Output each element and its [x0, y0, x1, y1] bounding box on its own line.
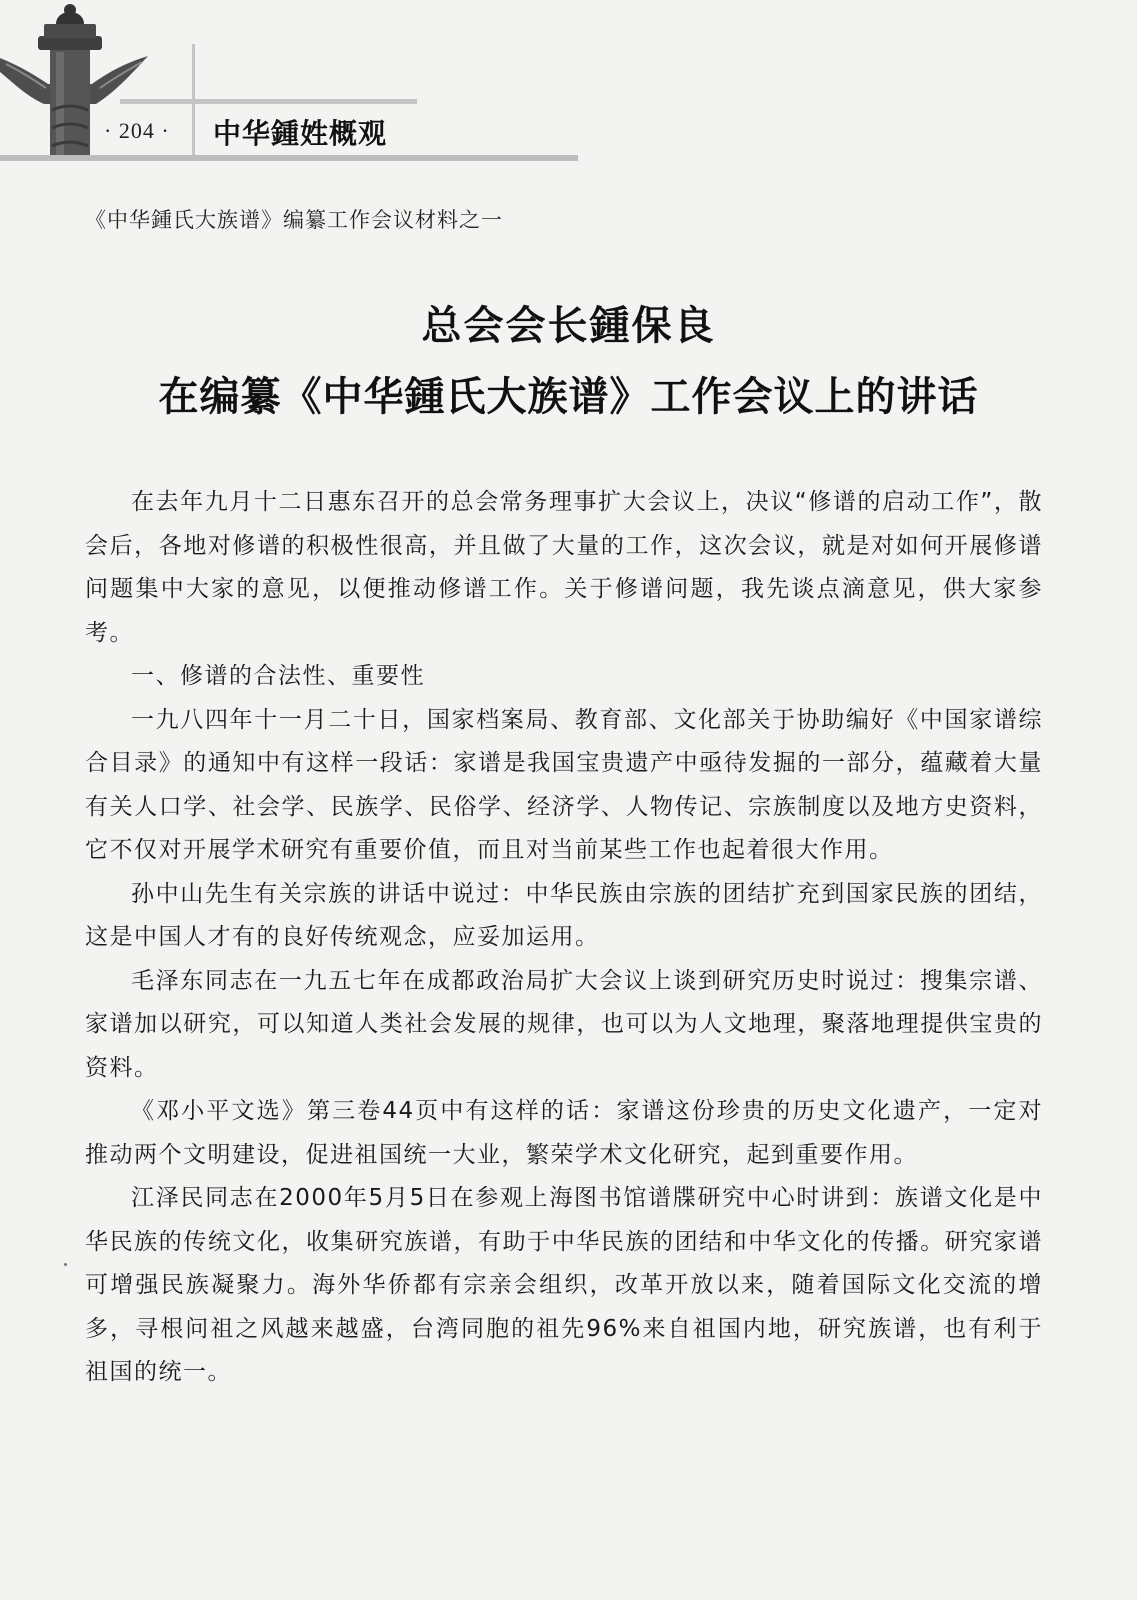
running-title: 中华鍾姓概观 [213, 117, 388, 150]
header-rule-bottom [0, 155, 578, 161]
article-body [85, 481, 1043, 1395]
article-kicker: 《中华鍾氏大族谱》编纂工作会议材料之一 [85, 208, 503, 232]
header-rule-top [120, 99, 417, 104]
page-header [0, 0, 1137, 165]
body-paragraph: 《邓小平文选》第三卷44页中有这样的话：家谱这份珍贵的历史文化遗产，一定对推动两个文明建设，促进祖国统一大业，繁荣学术文化研究，起到重要作用。 [85, 1098, 1043, 1168]
body-paragraph: 在去年九月十二日惠东召开的总会常务理事扩大会议上，决议“修谱的启动工作”，散会后，各地对修谱的积极性很高，并且做了大量的工作，这次会议，就是对如何开展修谱问题集中大家的意见，以便推动修谱工作。关于修谱问题，我先谈点滴意见，供大家参考。 [85, 489, 1043, 646]
header-rule-vertical [192, 44, 195, 160]
article-title: 总会会长鍾保良 [421, 303, 716, 349]
body-paragraph: 孙中山先生有关宗族的讲话中说过：中华民族由宗族的团结扩充到国家民族的团结，这是中国人才有的良好传统观念，应妥加运用。 [85, 880, 1043, 950]
article-subtitle: 在编纂《中华鍾氏大族谱》工作会议上的讲话 [158, 374, 979, 420]
body-paragraph: 毛泽东同志在一九五七年在成都政治局扩大会议上谈到研究历史时说过：搜集宗谱、家谱加以研究，可以知道人类社会发展的规律，也可以为人文地理，聚落地理提供宝贵的资料。 [85, 967, 1043, 1081]
page-number: · 204 · [104, 118, 170, 143]
scan-speck [64, 1263, 67, 1266]
section-heading: 一、修谱的合法性、重要性 [131, 663, 425, 689]
body-paragraph: 江泽民同志在2000年5月5日在参观上海图书馆谱牒研究中心时讲到：族谱文化是中华民族的传统文化，收集研究族谱，有助于中华民族的团结和中华文化的传播。研究家谱可增强民族凝聚力。海外华侨都有宗亲会组织，改革开放以来，随着国际文化交流的增多，寻根问祖之风越来越盛，台湾同胞的祖先96%来自祖国内地，研究族谱，也有利于祖国的统一。 [85, 1185, 1043, 1385]
body-paragraph: 一九八四年十一月二十日，国家档案局、教育部、文化部关于协助编好《中国家谱综合目录》的通知中有这样一段话：家谱是我国宝贵遗产中亟待发掘的一部分，蕴藏着大量有关人口学、社会学、民族学、民俗学、经济学、人物传记、宗族制度以及地方史资料，它不仅对开展学术研究有重要价值，而且对当前某些工作也起着很大作用。 [85, 706, 1043, 863]
